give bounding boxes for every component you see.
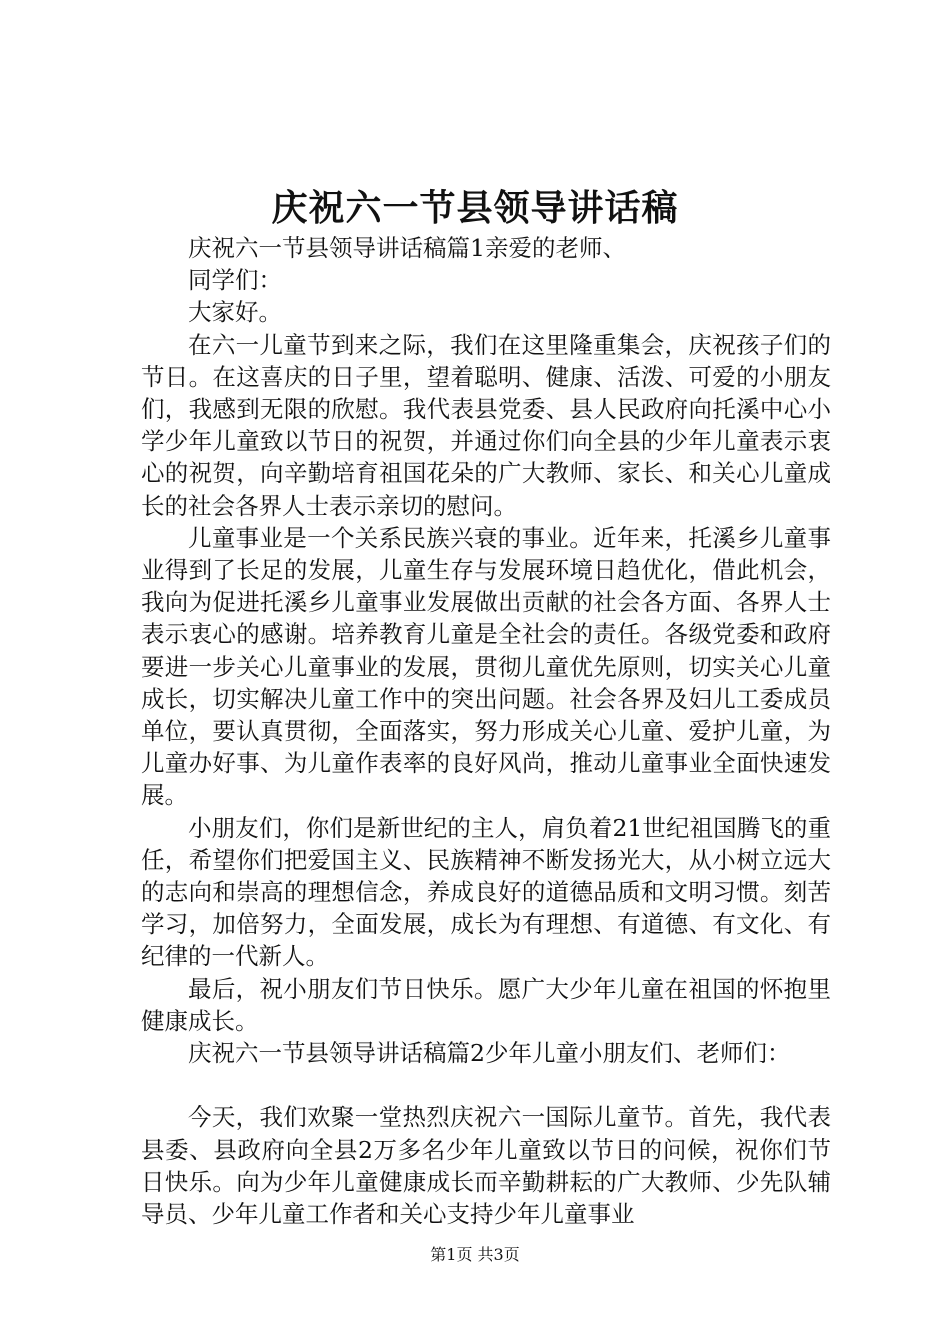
paragraph: 在六一儿童节到来之际，我们在这里隆重集会，庆祝孩子们的节日。在这喜庆的日子里，望着聪明、健康、活泼、可爱的小朋友们，我感到无限的欣慰。我代表县党委、县人民政府向托溪中心小学少年儿童致以节日的祝贺，并通过你们向全县的少年儿童表示衷心的祝贺，向辛勤培育祖国花朵的广大教师、家长、和关心儿童成长的社会各界人士表示亲切的慰问。	[141, 330, 831, 520]
paragraph: 庆祝六一节县领导讲话稿篇1亲爱的老师、	[188, 234, 626, 262]
document-body	[141, 232, 831, 1230]
paragraph: 庆祝六一节县领导讲话稿篇2少年儿童小朋友们、老师们：	[188, 1039, 791, 1068]
document-title: 庆祝六一节县领导讲话稿	[271, 187, 679, 229]
paragraph: 最后，祝小朋友们节日快乐。愿广大少年儿童在祖国的怀抱里健康成长。	[141, 974, 831, 1035]
page-footer: 第1页 共3页	[430, 1245, 520, 1264]
paragraph: 大家好。	[188, 298, 282, 327]
paragraph: 小朋友们，你们是新世纪的主人，肩负着21世纪祖国腾飞的重任，希望你们把爱国主义、民族精神不断发扬光大，从小树立远大的志向和崇高的理想信念，养成良好的道德品质和文明习惯。刻苦学习，加倍努力，全面发展，成长为有理想、有道德、有文化、有纪律的一代新人。	[141, 813, 831, 971]
paragraph: 同学们：	[188, 266, 282, 295]
blank-line	[141, 1069, 831, 1101]
paragraph: 儿童事业是一个关系民族兴衰的事业。近年来，托溪乡儿童事业得到了长足的发展，儿童生存与发展环境日趋优化，借此机会，我向为促进托溪乡儿童事业发展做出贡献的社会各方面、各界人士表示衷心的感谢。培养教育儿童是全社会的责任。各级党委和政府要进一步关心儿童事业的发展，贯彻儿童优先原则，切实关心儿童成长，切实解决儿童工作中的突出问题。社会各界及妇儿工委成员单位，要认真贯彻，全面落实，努力形成关心儿童、爱护儿童，为儿童办好事、为儿童作表率的良好风尚，推动儿童事业全面快速发展。	[141, 523, 831, 810]
paragraph: 今天，我们欢聚一堂热烈庆祝六一国际儿童节。首先，我代表县委、县政府向全县2万多名少年儿童致以节日的问候，祝你们节日快乐。向为少年儿童健康成长而辛勤耕耘的广大教师、少先队辅导员、少年儿童工作者和关心支持少年儿童事业	[141, 1103, 831, 1229]
